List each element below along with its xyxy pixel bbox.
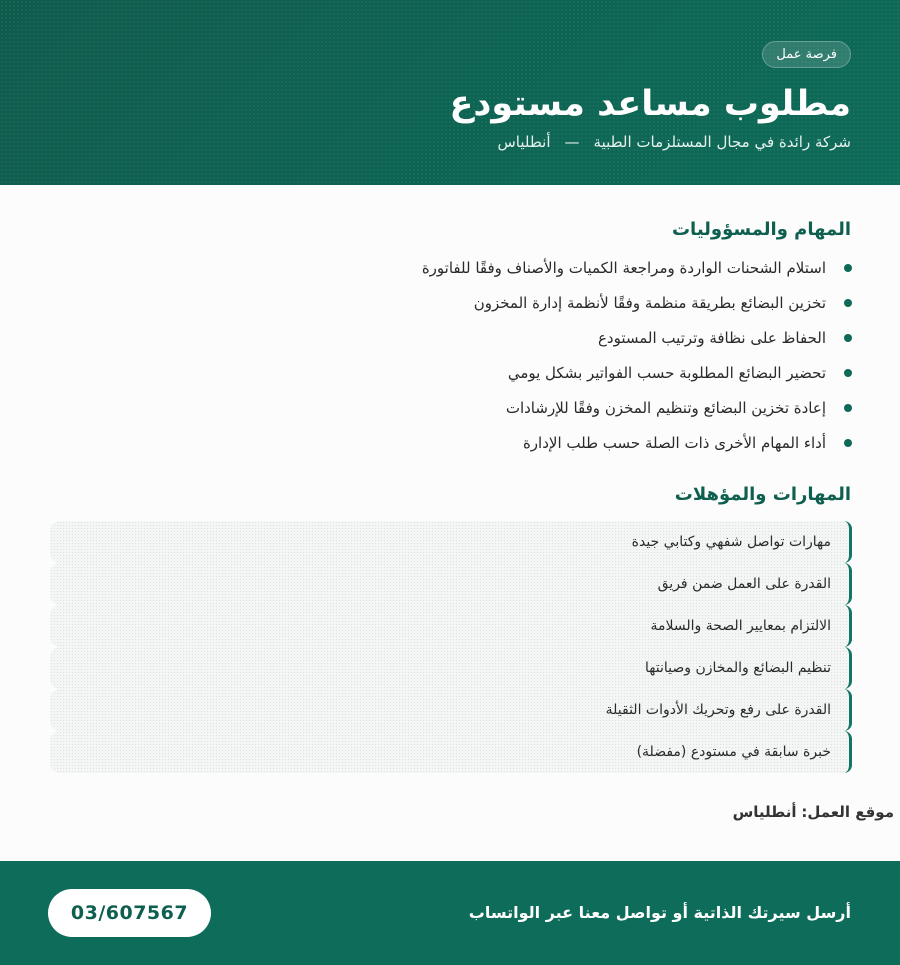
- skill-item: [50, 605, 852, 647]
- task-item: [52, 251, 852, 286]
- skill-text: خبرة سابقة في مستودع (مفضلة): [636, 744, 831, 760]
- separator: —: [564, 133, 580, 151]
- skill-text: الالتزام بمعايير الصحة والسلامة: [650, 618, 831, 634]
- tasks-heading: المهام والمسؤوليات: [671, 219, 851, 240]
- tasks-list: [52, 251, 852, 461]
- bullet-icon: [844, 369, 852, 377]
- header-banner: [0, 0, 900, 185]
- job-location: [733, 800, 894, 824]
- company-line: [498, 131, 852, 153]
- task-text: استلام الشحنات الواردة ومراجعة الكميات والأصناف وفقًا للفاتورة: [421, 259, 826, 277]
- skill-item: [50, 647, 852, 689]
- task-item: [52, 286, 852, 321]
- task-item: [52, 426, 852, 461]
- contact-call-to-action: أرسل سيرتك الذاتية أو تواصل معنا عبر الواتساب: [468, 903, 851, 922]
- task-item: [52, 356, 852, 391]
- skill-item: [50, 563, 852, 605]
- skill-text: تنظيم البضائع والمخازن وصيانتها: [645, 660, 831, 676]
- task-text: تحضير البضائع المطلوبة حسب الفواتير بشكل يومي: [507, 364, 826, 382]
- task-text: تخزين البضائع بطريقة منظمة وفقًا لأنظمة إدارة المخزون: [473, 294, 826, 312]
- skill-text: مهارات تواصل شفهي وكتابي جيدة: [631, 534, 831, 550]
- job-opportunity-badge: فرصة عمل: [762, 41, 851, 68]
- task-item: [52, 391, 852, 426]
- task-text: إعادة تخزين البضائع وتنظيم المخزن وفقًا للإرشادات: [505, 399, 826, 417]
- job-title: مطلوب مساعد مستودع: [449, 84, 851, 124]
- skill-text: القدرة على رفع وتحريك الأدوات الثقيلة: [605, 702, 831, 718]
- skill-item: [50, 731, 852, 773]
- bullet-icon: [844, 264, 852, 272]
- bullet-icon: [844, 439, 852, 447]
- skills-list: [50, 521, 852, 773]
- phone-number-pill[interactable]: 03/607567: [48, 889, 211, 937]
- task-text: أداء المهام الأخرى ذات الصلة حسب طلب الإدارة: [522, 434, 826, 452]
- skill-item: [50, 521, 852, 563]
- bullet-icon: [844, 334, 852, 342]
- contact-footer: [0, 861, 900, 965]
- location-value: أنطلياس: [732, 803, 797, 821]
- bullet-icon: [844, 404, 852, 412]
- skills-heading: المهارات والمؤهلات: [674, 484, 851, 505]
- task-text: الحفاظ على نظافة وترتيب المستودع: [597, 329, 826, 347]
- skill-text: القدرة على العمل ضمن فريق: [657, 576, 831, 592]
- company-city: أنطلياس: [497, 133, 551, 151]
- task-item: [52, 321, 852, 356]
- bullet-icon: [844, 299, 852, 307]
- company-description: شركة رائدة في مجال المستلزمات الطبية: [593, 133, 851, 151]
- location-label: موقع العمل:: [801, 803, 894, 821]
- skill-item: [50, 689, 852, 731]
